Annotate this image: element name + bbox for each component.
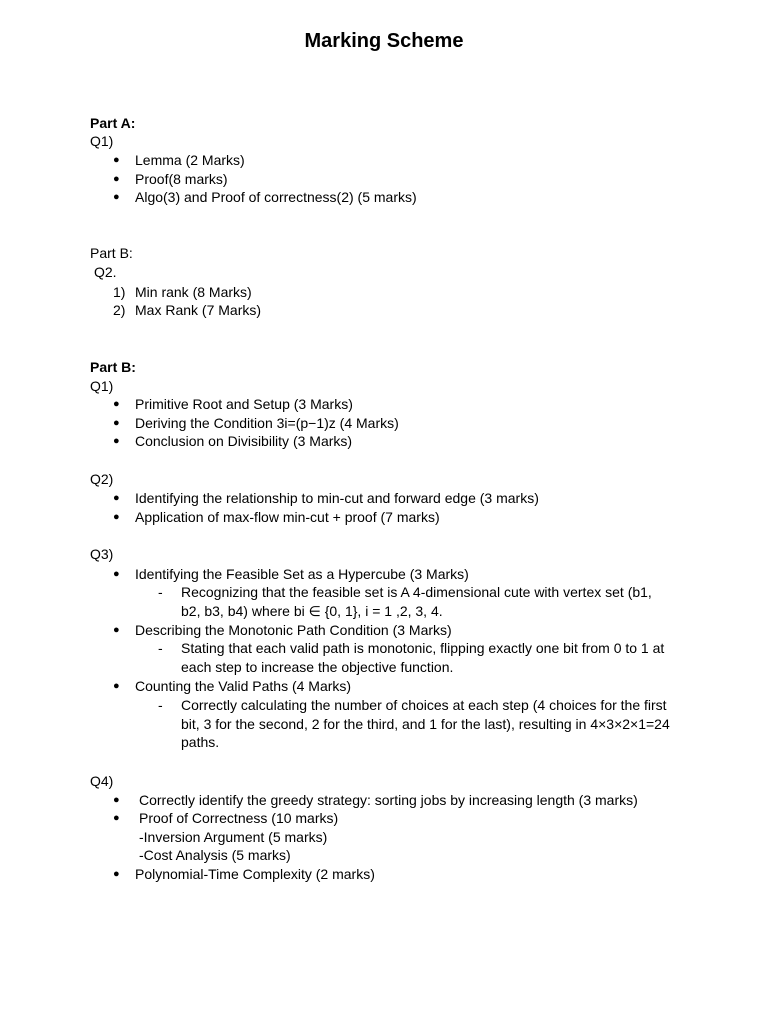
q3-label: Q3) xyxy=(90,546,114,562)
list-item: Algo(3) and Proof of correctness(2) (5 marks) xyxy=(135,189,417,205)
list-item: Lemma (2 Marks) xyxy=(135,152,245,168)
sub-item: -Cost Analysis (5 marks) xyxy=(139,847,291,863)
q4-label: Q4) xyxy=(90,773,114,789)
list-item: Identifying the Feasible Set as a Hypercube (3 Marks) xyxy=(135,566,469,582)
list-item: Min rank (8 Marks) xyxy=(135,284,252,300)
dash-icon: - xyxy=(158,640,163,656)
sub-item: -Inversion Argument (5 marks) xyxy=(139,829,328,845)
bullet-icon: ● xyxy=(113,492,120,504)
list-number: 1) xyxy=(113,284,126,300)
page-title: Marking Scheme xyxy=(304,30,464,52)
part-a-q1-label: Q1) xyxy=(90,133,114,149)
list-item: Proof of Correctness (10 marks) xyxy=(139,810,339,826)
list-item: Application of max-flow min-cut + proof (7 marks) xyxy=(135,509,440,525)
bullet-icon: ● xyxy=(113,435,120,447)
dash-icon: - xyxy=(158,584,163,600)
bullet-icon: ● xyxy=(113,812,120,824)
list-item: Correctly identify the greedy strategy: sorting jobs by increasing length (3 marks) xyxy=(139,792,638,808)
list-item: Counting the Valid Paths (4 Marks) xyxy=(135,678,352,694)
sub-item: Stating that each valid path is monotonic, flipping exactly one bit from 0 to 1 at each step to increase the objective function. xyxy=(181,640,665,675)
list-item: Deriving the Condition 3i=(p−1)z (4 Marks) xyxy=(135,415,399,431)
list-item: Identifying the relationship to min-cut and forward edge (3 marks) xyxy=(135,490,539,506)
part-a-heading: Part A: xyxy=(90,115,136,131)
sub-item: Correctly calculating the number of choices at each step (4 choices for the first bit, 3 for the second, 2 for the third, and 1 for the last), resulting in 4×3×2×1=24 paths. xyxy=(181,697,670,750)
bullet-icon: ● xyxy=(113,191,120,203)
bullet-icon: ● xyxy=(113,173,120,185)
bullet-icon: ● xyxy=(113,680,120,692)
bullet-icon: ● xyxy=(113,568,120,580)
bullet-icon: ● xyxy=(113,154,120,166)
q2-label: Q2) xyxy=(90,471,114,487)
list-item: Max Rank (7 Marks) xyxy=(135,302,262,318)
bullet-icon: ● xyxy=(113,417,120,429)
list-item: Primitive Root and Setup (3 Marks) xyxy=(135,396,353,412)
dash-icon: - xyxy=(158,697,163,713)
bullet-icon: ● xyxy=(113,511,120,523)
part-b-heading: Part B: xyxy=(90,245,133,261)
bullet-icon: ● xyxy=(113,868,120,880)
sub-item: Recognizing that the feasible set is A 4-dimensional cute with vertex set (b1, b2, b3, b4) where bi ∈ {0, 1}, i = 1 ,2, 3, 4. xyxy=(181,584,652,619)
list-number: 2) xyxy=(113,302,126,318)
list-item: Polynomial-Time Complexity (2 marks) xyxy=(135,866,375,882)
bullet-icon: ● xyxy=(113,794,120,806)
q1-label: Q1) xyxy=(90,378,114,394)
part-b-heading: Part B: xyxy=(90,359,136,375)
bullet-icon: ● xyxy=(113,398,120,410)
list-item: Proof(8 marks) xyxy=(135,171,228,187)
list-item: Conclusion on Divisibility (3 Marks) xyxy=(135,433,353,449)
bullet-icon: ● xyxy=(113,624,120,636)
list-item: Describing the Monotonic Path Condition (3 Marks) xyxy=(135,622,452,638)
part-b-q2-label: Q2. xyxy=(94,264,117,280)
